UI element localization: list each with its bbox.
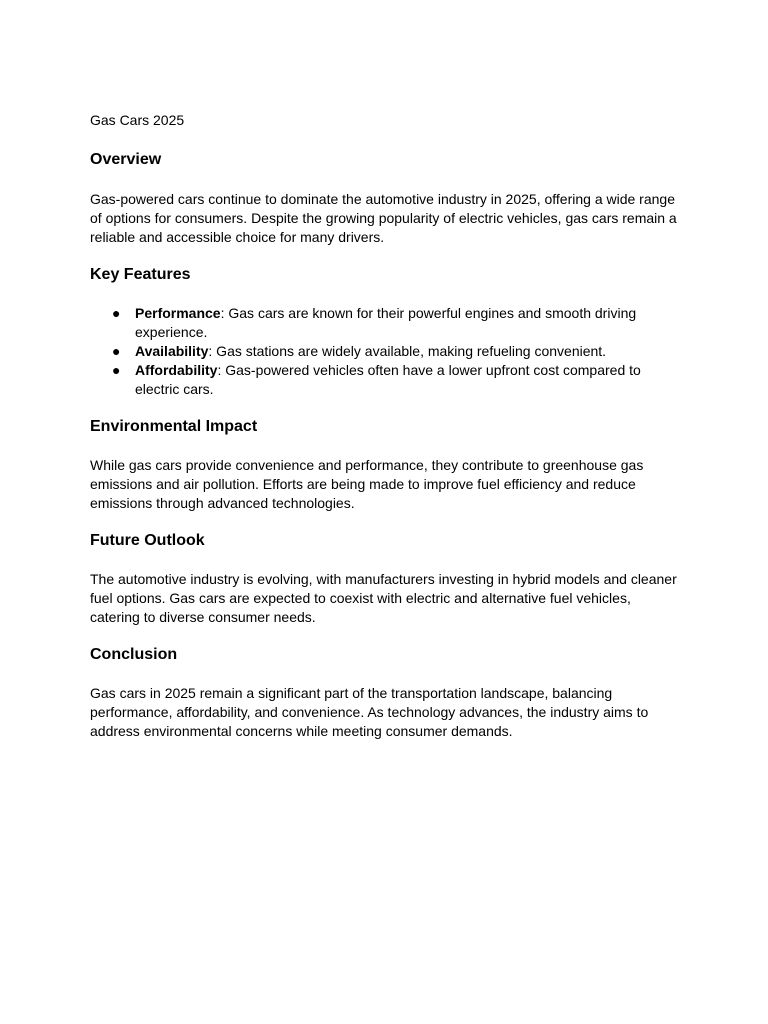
environmental-impact-paragraph: While gas cars provide convenience and performance, they contribute to greenhouse gas emissions and air pollution. Efforts are being made to improve fuel efficiency and reduce emissions through advanced technologies.: [90, 457, 644, 511]
list-item-performance: [90, 304, 682, 342]
document-title: Gas Cars 2025: [90, 112, 185, 128]
key-features-list: [90, 304, 682, 399]
bullet-icon: ●: [112, 305, 121, 321]
feature-label: Performance: [135, 305, 221, 321]
feature-text: : Gas stations are widely available, making refueling convenient.: [208, 343, 607, 359]
environmental-impact-heading: Environmental Impact: [90, 418, 258, 435]
future-outlook-paragraph: The automotive industry is evolving, with manufacturers investing in hybrid models and cleaner fuel options. Gas cars are expected to coexist with electric and alternative fuel vehicles, catering to diverse consumer needs.: [90, 571, 677, 625]
list-item-availability: [90, 342, 682, 361]
future-outlook-heading: Future Outlook: [90, 532, 205, 549]
overview-paragraph: Gas-powered cars continue to dominate the automotive industry in 2025, offering a wide range of options for consumers. Despite the growing popularity of electric vehicles, gas cars remain a reliable and accessible choice for many drivers.: [90, 191, 677, 245]
feature-label: Affordability: [135, 362, 218, 378]
list-item-affordability: [90, 361, 682, 399]
overview-heading: Overview: [90, 151, 162, 168]
conclusion-paragraph: Gas cars in 2025 remain a significant part of the transportation landscape, balancing performance, affordability, and convenience. As technology advances, the industry aims to address environmental concerns while meeting consumer demands.: [90, 685, 649, 739]
conclusion-heading: Conclusion: [90, 646, 178, 663]
feature-text: : Gas-powered vehicles often have a lower upfront cost compared to electric cars.: [135, 362, 641, 397]
feature-text: : Gas cars are known for their powerful engines and smooth driving experience.: [135, 305, 637, 340]
key-features-heading: Key Features: [90, 266, 191, 283]
feature-label: Availability: [135, 343, 209, 359]
bullet-icon: ●: [112, 362, 121, 378]
bullet-icon: ●: [112, 343, 121, 359]
document-body: [90, 111, 682, 741]
